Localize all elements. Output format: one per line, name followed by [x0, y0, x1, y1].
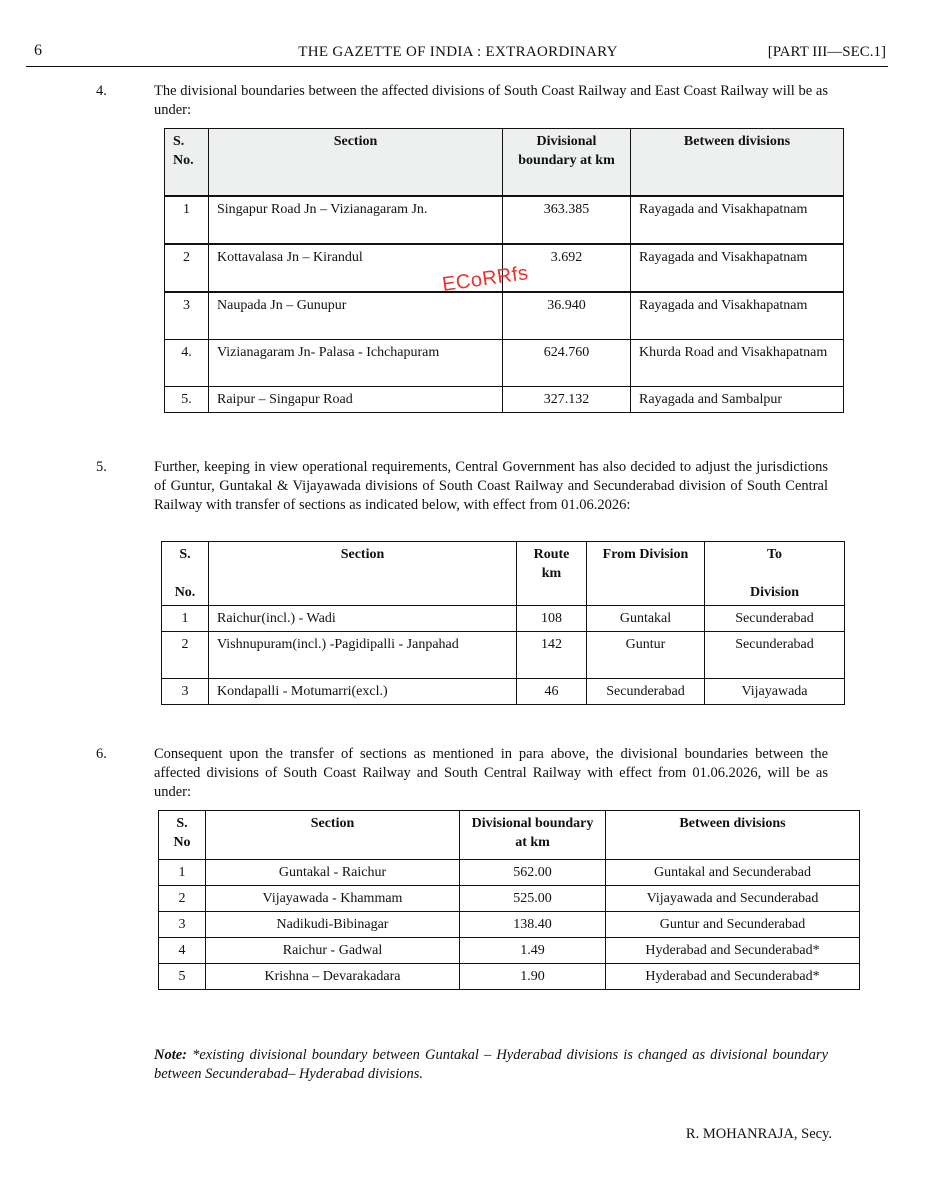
- header-to-line2: Division: [749, 585, 799, 600]
- cell-from: Guntakal: [587, 606, 705, 632]
- table-row: [165, 292, 844, 340]
- cell-km: 36.940: [503, 292, 631, 340]
- cell-sno: 4.: [165, 340, 209, 387]
- cell-from: Guntur: [587, 632, 705, 679]
- cell-section: Vizianagaram Jn- Palasa - Ichchapuram: [209, 340, 503, 387]
- cell-between: Rayagada and Visakhapatnam: [631, 244, 844, 292]
- note-text: *existing divisional boundary between Guntakal – Hyderabad divisions is changed as divisional boundary between Secunderabad– Hyderabad divisions.: [154, 1047, 828, 1082]
- cell-between: Guntur and Secunderabad: [606, 912, 860, 938]
- table-row: [165, 387, 844, 413]
- paragraph-text: Further, keeping in view operational requirements, Central Government has also decided to adjust the jurisdictions of Guntur, Guntakal & Vijayawada divisions of South Coast Railway and Secunderabad division of South Central Railway with transfer of sections as indicated below, with effect from 01.06.2026:: [154, 459, 828, 513]
- watermark-stamp: ECoRRfs: [440, 262, 530, 296]
- cell-section: Raipur – Singapur Road: [209, 387, 503, 413]
- paragraph-number: 6.: [96, 746, 107, 762]
- cell-between: Khurda Road and Visakhapatnam: [631, 340, 844, 387]
- cell-sno: 1: [165, 196, 209, 244]
- cell-section: Vijayawada - Khammam: [206, 886, 460, 912]
- header-section: Section: [206, 811, 460, 860]
- paragraph-text: The divisional boundaries between the affected divisions of South Coast Railway and East Coast Railway will be as under:: [154, 83, 828, 118]
- cell-between: Hyderabad and Secunderabad*: [606, 964, 860, 990]
- cell-sno: 4: [159, 938, 206, 964]
- table-row: [165, 196, 844, 244]
- table-header-row: [165, 129, 844, 197]
- cell-section: Raichur(incl.) - Wadi: [209, 606, 517, 632]
- cell-sno: 3: [162, 679, 209, 705]
- cell-km: 363.385: [503, 196, 631, 244]
- gazette-part: [PART III—SEC.1]: [767, 44, 886, 60]
- cell-sno: 1: [159, 860, 206, 886]
- header-boundary-km: Divisional boundary at km: [460, 811, 606, 860]
- header-between: Between divisions: [631, 129, 844, 197]
- paragraph-number: 4.: [96, 83, 107, 99]
- section-transfer-table: [161, 541, 845, 705]
- cell-km: 108: [517, 606, 587, 632]
- header-boundary-km: Divisional boundary at km: [503, 129, 631, 197]
- cell-sno: 2: [159, 886, 206, 912]
- table-row: [162, 679, 845, 705]
- cell-to: Secunderabad: [705, 606, 845, 632]
- cell-km: 525.00: [460, 886, 606, 912]
- header-sno: S. No: [159, 811, 206, 860]
- table-row: [159, 938, 860, 964]
- cell-section: Kottavalasa Jn – Kirandul: [209, 244, 503, 292]
- cell-km: 142: [517, 632, 587, 679]
- table-row: [159, 860, 860, 886]
- boundary-table-scr: [158, 810, 860, 990]
- header-rule: [26, 66, 888, 67]
- page-header: [28, 42, 888, 66]
- cell-km: 138.40: [460, 912, 606, 938]
- cell-section: Vishnupuram(incl.) -Pagidipalli - Janpahad: [209, 632, 517, 679]
- header-sno-line2: No.: [174, 585, 196, 600]
- page-number: 6: [34, 42, 42, 59]
- paragraph-text: Consequent upon the transfer of sections as mentioned in para above, the divisional boundaries between the affected divisions of South Coast Railway and South Central Railway with effect from 01.06.2026, will be as under:: [154, 746, 828, 800]
- cell-km: 562.00: [460, 860, 606, 886]
- header-sno: S. No.: [165, 129, 209, 197]
- cell-sno: 5: [159, 964, 206, 990]
- table-row: [159, 964, 860, 990]
- header-between: Between divisions: [606, 811, 860, 860]
- footnote: [154, 1046, 828, 1084]
- gazette-title: THE GAZETTE OF INDIA : EXTRAORDINARY: [298, 44, 618, 60]
- cell-section: Kondapalli - Motumarri(excl.): [209, 679, 517, 705]
- header-section: Section: [209, 129, 503, 197]
- table-header-row: [159, 811, 860, 860]
- cell-km: 1.49: [460, 938, 606, 964]
- table-row: [162, 632, 845, 679]
- cell-between: Rayagada and Visakhapatnam: [631, 292, 844, 340]
- header-section: Section: [209, 542, 517, 606]
- table-row: [159, 886, 860, 912]
- cell-between: Hyderabad and Secunderabad*: [606, 938, 860, 964]
- signature: R. MOHANRAJA, Secy.: [685, 1126, 832, 1142]
- cell-section: Nadikudi-Bibinagar: [206, 912, 460, 938]
- header-to-division: [705, 542, 845, 606]
- cell-sno: 2: [162, 632, 209, 679]
- cell-between: Guntakal and Secunderabad: [606, 860, 860, 886]
- table-row: [165, 340, 844, 387]
- cell-km: 1.90: [460, 964, 606, 990]
- cell-between: Rayagada and Sambalpur: [631, 387, 844, 413]
- header-sno: [162, 542, 209, 606]
- note-label: Note:: [154, 1047, 188, 1063]
- cell-section: Raichur - Gadwal: [206, 938, 460, 964]
- table-row: [162, 606, 845, 632]
- header-sno-line1: S.: [179, 547, 191, 562]
- cell-km: 624.760: [503, 340, 631, 387]
- cell-sno: 2: [165, 244, 209, 292]
- cell-sno: 5.: [165, 387, 209, 413]
- table-row: [159, 912, 860, 938]
- cell-section: Naupada Jn – Gunupur: [209, 292, 503, 340]
- header-to-line1: To: [766, 547, 783, 562]
- cell-sno: 3: [165, 292, 209, 340]
- table-header-row: [162, 542, 845, 606]
- cell-sno: 3: [159, 912, 206, 938]
- cell-sno: 1: [162, 606, 209, 632]
- cell-km: 3.692: [503, 244, 631, 292]
- cell-km: 327.132: [503, 387, 631, 413]
- cell-from: Secunderabad: [587, 679, 705, 705]
- cell-section: Guntakal - Raichur: [206, 860, 460, 886]
- cell-to: Vijayawada: [705, 679, 845, 705]
- cell-section: Krishna – Devarakadara: [206, 964, 460, 990]
- cell-km: 46: [517, 679, 587, 705]
- cell-between: Vijayawada and Secunderabad: [606, 886, 860, 912]
- paragraph-number: 5.: [96, 459, 107, 475]
- header-route-km: Route km: [517, 542, 587, 606]
- cell-to: Secunderabad: [705, 632, 845, 679]
- cell-section: Singapur Road Jn – Vizianagaram Jn.: [209, 196, 503, 244]
- header-from-division: From Division: [587, 542, 705, 606]
- cell-between: Rayagada and Visakhapatnam: [631, 196, 844, 244]
